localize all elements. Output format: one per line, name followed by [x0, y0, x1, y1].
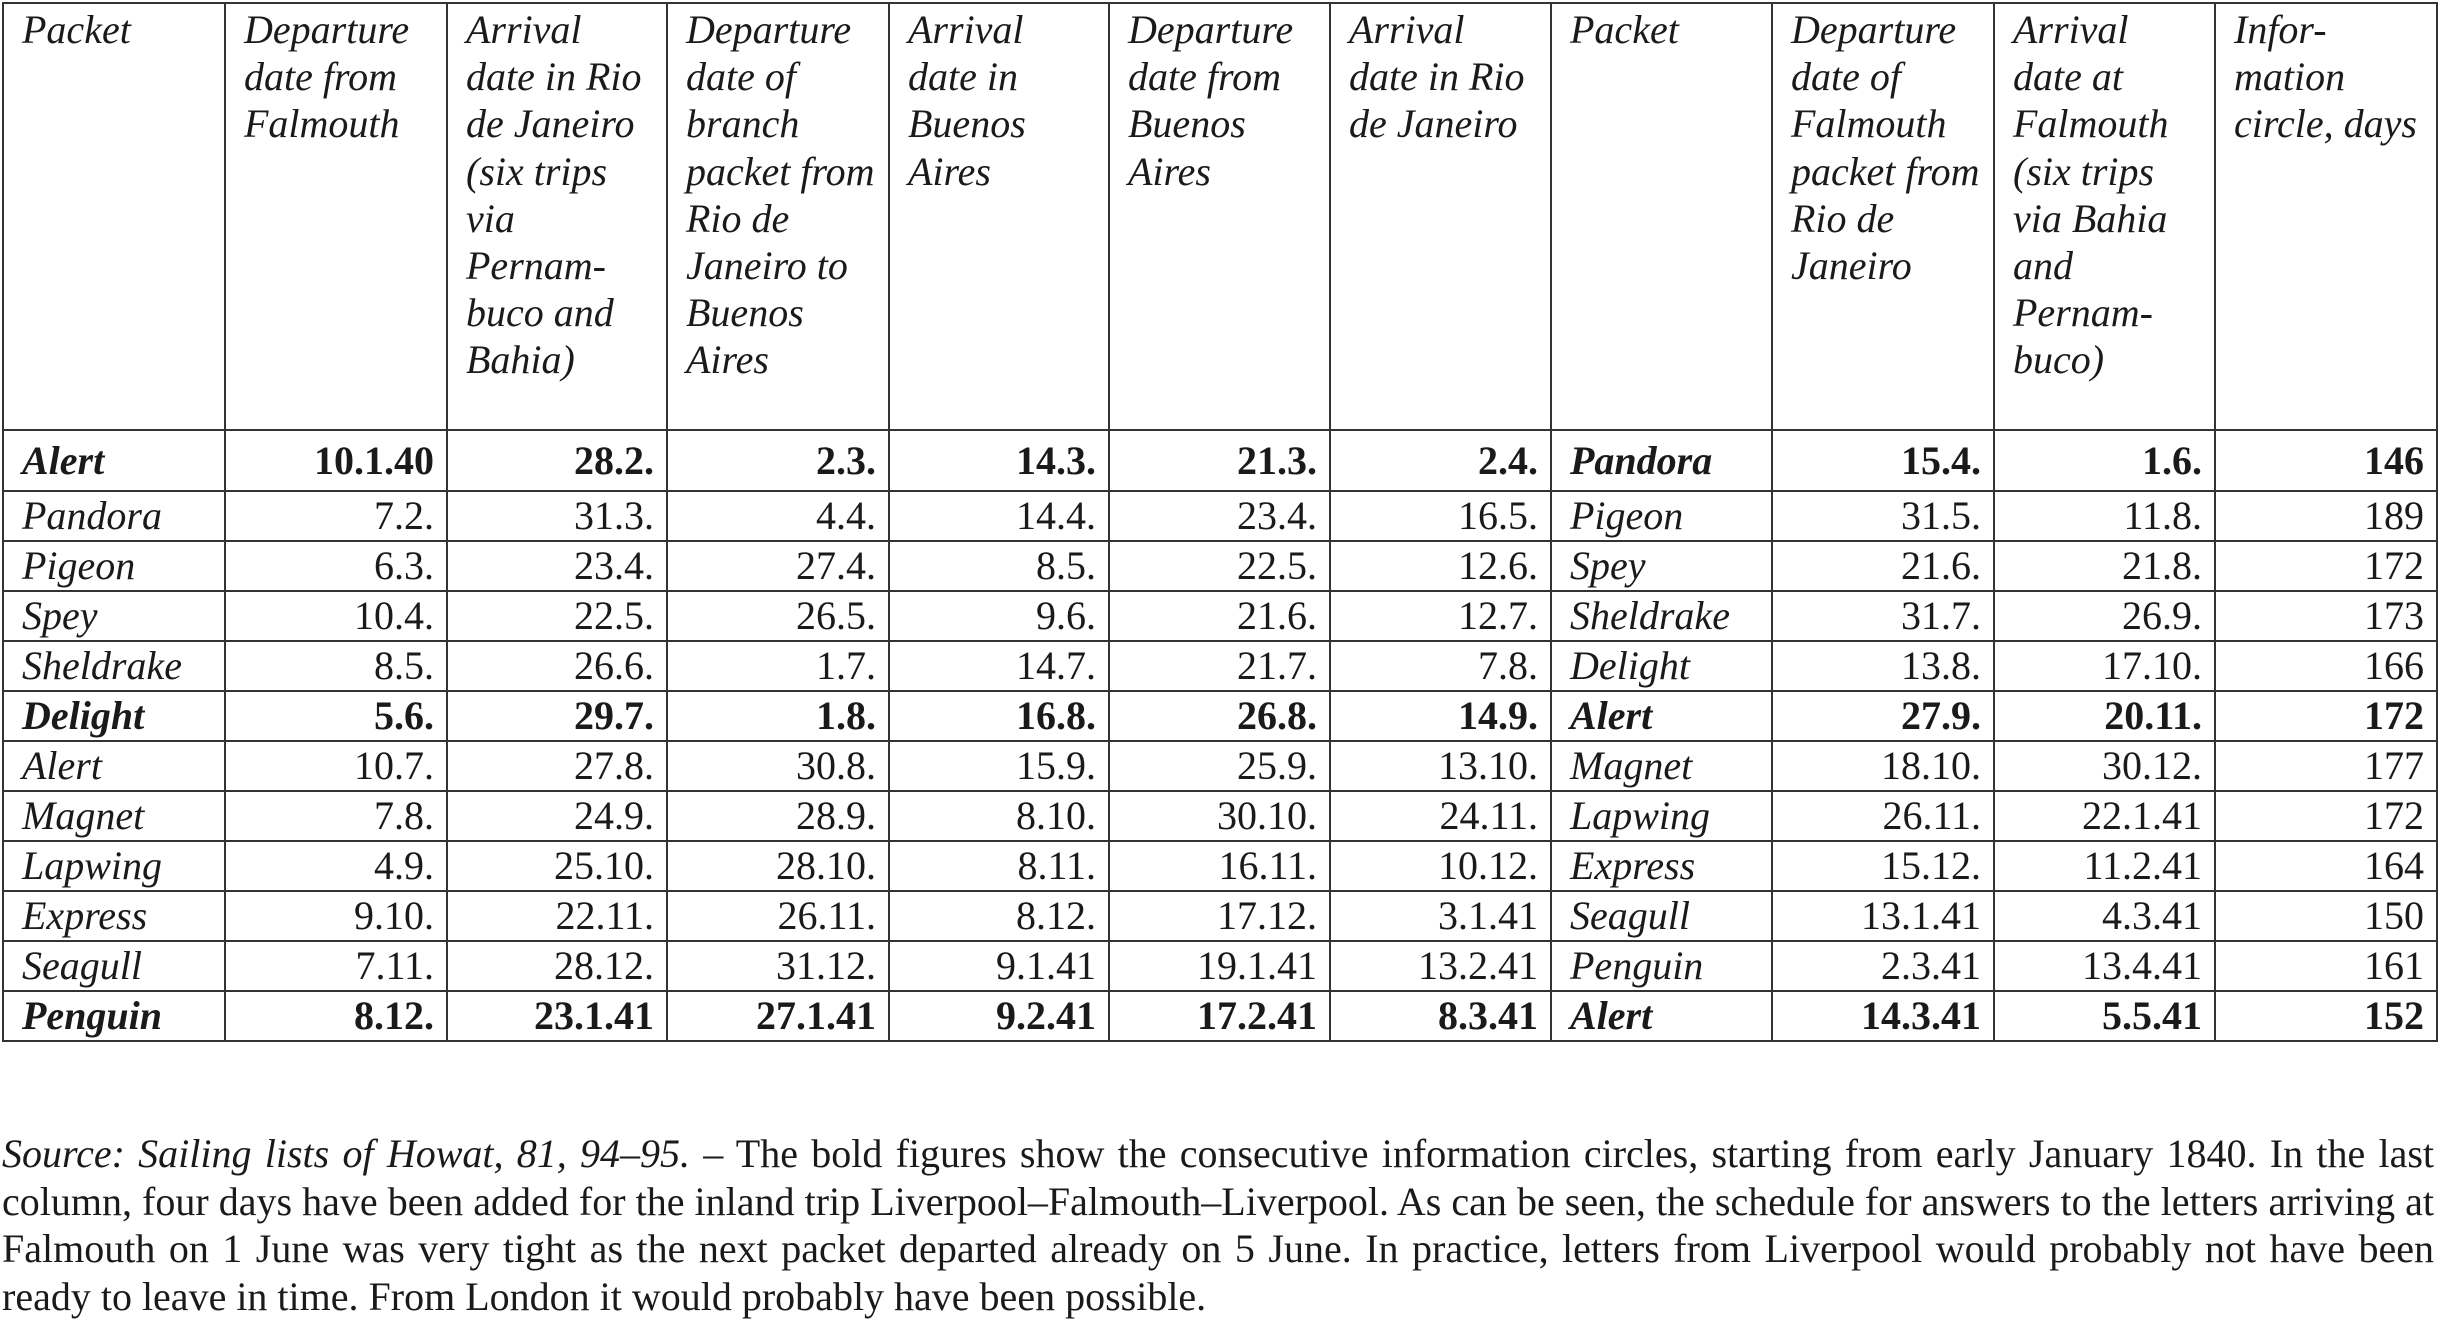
date-cell: 20.11. — [1994, 691, 2215, 741]
date-cell: 27.8. — [447, 741, 667, 791]
date-cell: 9.6. — [889, 591, 1109, 641]
table-row — [3, 591, 2437, 641]
date-cell: 31.3. — [447, 491, 667, 541]
table-row — [3, 430, 2437, 491]
date-cell: 172 — [2215, 541, 2437, 591]
date-cell: 28.2. — [447, 430, 667, 491]
date-cell: 11.8. — [1994, 491, 2215, 541]
date-cell: 30.12. — [1994, 741, 2215, 791]
packet-name-cell: Penguin — [1551, 941, 1772, 991]
date-cell: 21.7. — [1109, 641, 1330, 691]
date-cell: 15.12. — [1772, 841, 1994, 891]
date-cell: 9.1.41 — [889, 941, 1109, 991]
date-cell: 27.9. — [1772, 691, 1994, 741]
date-cell: 3.1.41 — [1330, 891, 1551, 941]
date-cell: 13.10. — [1330, 741, 1551, 791]
header-cell: Departure date of branch packet from Rio de Janeiro to Buenos Aires — [667, 3, 889, 430]
date-cell: 4.9. — [225, 841, 447, 891]
packet-name-cell: Seagull — [3, 941, 225, 991]
packet-name-cell: Spey — [1551, 541, 1772, 591]
date-cell: 4.4. — [667, 491, 889, 541]
date-cell: 26.8. — [1109, 691, 1330, 741]
date-cell: 22.1.41 — [1994, 791, 2215, 841]
date-cell: 26.11. — [667, 891, 889, 941]
date-cell: 21.8. — [1994, 541, 2215, 591]
header-row — [3, 3, 2437, 430]
date-cell: 15.4. — [1772, 430, 1994, 491]
date-cell: 16.5. — [1330, 491, 1551, 541]
date-cell: 14.4. — [889, 491, 1109, 541]
date-cell: 8.10. — [889, 791, 1109, 841]
date-cell: 172 — [2215, 691, 2437, 741]
date-cell: 9.10. — [225, 891, 447, 941]
date-cell: 10.7. — [225, 741, 447, 791]
date-cell: 5.5.41 — [1994, 991, 2215, 1041]
date-cell: 21.3. — [1109, 430, 1330, 491]
date-cell: 30.10. — [1109, 791, 1330, 841]
date-cell: 23.1.41 — [447, 991, 667, 1041]
date-cell: 152 — [2215, 991, 2437, 1041]
date-cell: 24.9. — [447, 791, 667, 841]
date-cell: 13.1.41 — [1772, 891, 1994, 941]
packet-name-cell: Spey — [3, 591, 225, 641]
date-cell: 21.6. — [1772, 541, 1994, 591]
date-cell: 5.6. — [225, 691, 447, 741]
table-row — [3, 691, 2437, 741]
packet-schedule-table — [2, 2, 2438, 1042]
date-cell: 14.3. — [889, 430, 1109, 491]
packet-name-cell: Alert — [1551, 691, 1772, 741]
date-cell: 1.7. — [667, 641, 889, 691]
date-cell: 24.11. — [1330, 791, 1551, 841]
date-cell: 28.12. — [447, 941, 667, 991]
date-cell: 8.12. — [225, 991, 447, 1041]
date-cell: 18.10. — [1772, 741, 1994, 791]
packet-name-cell: Alert — [3, 430, 225, 491]
source-citation: Source: Sailing lists of Howat, 81, 94–95. — [2, 1131, 690, 1176]
date-cell: 177 — [2215, 741, 2437, 791]
table-footnote — [2, 1130, 2434, 1320]
packet-name-cell: Penguin — [3, 991, 225, 1041]
packet-name-cell: Delight — [1551, 641, 1772, 691]
date-cell: 1.6. — [1994, 430, 2215, 491]
table-row — [3, 891, 2437, 941]
date-cell: 7.11. — [225, 941, 447, 991]
packet-name-cell: Express — [3, 891, 225, 941]
date-cell: 8.12. — [889, 891, 1109, 941]
date-cell: 13.4.41 — [1994, 941, 2215, 991]
date-cell: 26.9. — [1994, 591, 2215, 641]
date-cell: 16.11. — [1109, 841, 1330, 891]
date-cell: 22.11. — [447, 891, 667, 941]
header-cell: Departure date from Falmouth — [225, 3, 447, 430]
date-cell: 7.8. — [1330, 641, 1551, 691]
date-cell: 173 — [2215, 591, 2437, 641]
date-cell: 6.3. — [225, 541, 447, 591]
packet-name-cell: Pigeon — [1551, 491, 1772, 541]
date-cell: 172 — [2215, 791, 2437, 841]
packet-name-cell: Alert — [1551, 991, 1772, 1041]
packet-name-cell: Sheldrake — [1551, 591, 1772, 641]
date-cell: 16.8. — [889, 691, 1109, 741]
date-cell: 25.10. — [447, 841, 667, 891]
packet-name-cell: Magnet — [1551, 741, 1772, 791]
date-cell: 25.9. — [1109, 741, 1330, 791]
date-cell: 189 — [2215, 491, 2437, 541]
header-cell: Arrival date in Rio de Janeiro — [1330, 3, 1551, 430]
date-cell: 22.5. — [1109, 541, 1330, 591]
date-cell: 7.8. — [225, 791, 447, 841]
table-row — [3, 741, 2437, 791]
date-cell: 10.1.40 — [225, 430, 447, 491]
date-cell: 8.3.41 — [1330, 991, 1551, 1041]
date-cell: 27.1.41 — [667, 991, 889, 1041]
date-cell: 13.8. — [1772, 641, 1994, 691]
date-cell: 28.9. — [667, 791, 889, 841]
table-body — [3, 3, 2437, 1041]
header-cell: Arrival date at Falmouth (six trips via Bahia and Pernam-buco) — [1994, 3, 2215, 430]
date-cell: 29.7. — [447, 691, 667, 741]
table-row — [3, 941, 2437, 991]
packet-name-cell: Delight — [3, 691, 225, 741]
date-cell: 146 — [2215, 430, 2437, 491]
date-cell: 26.6. — [447, 641, 667, 691]
header-cell: Packet — [3, 3, 225, 430]
footnote-text: – The bold figures show the consecutive information circles, starting from early January 1840. In the last column, four days have been added for the inland trip Liverpool–Falmouth–Liverpool. As can be seen, the schedule for answers to the letters arriving at Falmouth on 1 June was very tight as the next packet departed already on 5 June. In practice, letters from Liverpool would probably not have been ready to leave in time. From London it would probably have been possible. — [2, 1131, 2435, 1319]
date-cell: 14.7. — [889, 641, 1109, 691]
packet-name-cell: Magnet — [3, 791, 225, 841]
table-row — [3, 541, 2437, 591]
date-cell: 14.9. — [1330, 691, 1551, 741]
table-row — [3, 991, 2437, 1041]
date-cell: 17.2.41 — [1109, 991, 1330, 1041]
table-row — [3, 791, 2437, 841]
date-cell: 12.7. — [1330, 591, 1551, 641]
date-cell: 31.12. — [667, 941, 889, 991]
date-cell: 27.4. — [667, 541, 889, 591]
date-cell: 23.4. — [447, 541, 667, 591]
date-cell: 13.2.41 — [1330, 941, 1551, 991]
date-cell: 1.8. — [667, 691, 889, 741]
header-cell: Arrival date in Rio de Janeiro (six trips via Pernam-buco and Bahia) — [447, 3, 667, 430]
date-cell: 11.2.41 — [1994, 841, 2215, 891]
date-cell: 166 — [2215, 641, 2437, 691]
header-cell: Arrival date in Buenos Aires — [889, 3, 1109, 430]
date-cell: 31.5. — [1772, 491, 1994, 541]
date-cell: 26.5. — [667, 591, 889, 641]
date-cell: 161 — [2215, 941, 2437, 991]
header-cell: Packet — [1551, 3, 1772, 430]
date-cell: 2.3.41 — [1772, 941, 1994, 991]
packet-name-cell: Alert — [3, 741, 225, 791]
date-cell: 150 — [2215, 891, 2437, 941]
packet-name-cell: Lapwing — [1551, 791, 1772, 841]
date-cell: 23.4. — [1109, 491, 1330, 541]
header-cell: Infor-mation circle, days — [2215, 3, 2437, 430]
packet-name-cell: Pandora — [3, 491, 225, 541]
header-cell: Departure date of Falmouth packet from Rio de Janeiro — [1772, 3, 1994, 430]
date-cell: 8.11. — [889, 841, 1109, 891]
date-cell: 17.12. — [1109, 891, 1330, 941]
date-cell: 9.2.41 — [889, 991, 1109, 1041]
date-cell: 30.8. — [667, 741, 889, 791]
packet-name-cell: Lapwing — [3, 841, 225, 891]
date-cell: 4.3.41 — [1994, 891, 2215, 941]
date-cell: 26.11. — [1772, 791, 1994, 841]
packet-name-cell: Seagull — [1551, 891, 1772, 941]
date-cell: 22.5. — [447, 591, 667, 641]
date-cell: 8.5. — [889, 541, 1109, 591]
table-row — [3, 641, 2437, 691]
packet-name-cell: Express — [1551, 841, 1772, 891]
packet-name-cell: Pandora — [1551, 430, 1772, 491]
date-cell: 21.6. — [1109, 591, 1330, 641]
header-cell: Departure date from Buenos Aires — [1109, 3, 1330, 430]
date-cell: 2.4. — [1330, 430, 1551, 491]
date-cell: 17.10. — [1994, 641, 2215, 691]
date-cell: 2.3. — [667, 430, 889, 491]
table-row — [3, 841, 2437, 891]
date-cell: 19.1.41 — [1109, 941, 1330, 991]
date-cell: 10.12. — [1330, 841, 1551, 891]
packet-name-cell: Sheldrake — [3, 641, 225, 691]
date-cell: 15.9. — [889, 741, 1109, 791]
date-cell: 31.7. — [1772, 591, 1994, 641]
date-cell: 14.3.41 — [1772, 991, 1994, 1041]
date-cell: 8.5. — [225, 641, 447, 691]
date-cell: 164 — [2215, 841, 2437, 891]
packet-name-cell: Pigeon — [3, 541, 225, 591]
date-cell: 28.10. — [667, 841, 889, 891]
date-cell: 10.4. — [225, 591, 447, 641]
date-cell: 7.2. — [225, 491, 447, 541]
date-cell: 12.6. — [1330, 541, 1551, 591]
table-row — [3, 491, 2437, 541]
